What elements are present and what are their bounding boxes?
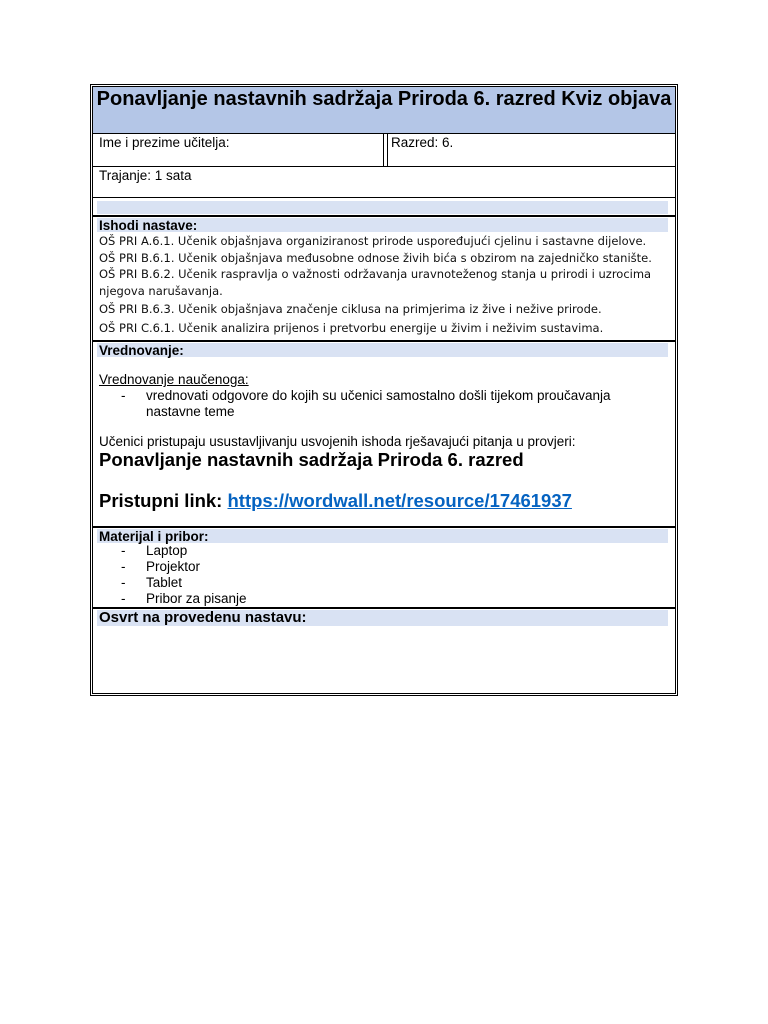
material-item: Pribor za pisanje xyxy=(146,591,247,606)
teacher-name-label: Ime i prezime učitelja: xyxy=(99,135,230,150)
divider xyxy=(93,215,675,217)
outcome-item: OŠ PRI C.6.1. Učenik analizira prijenos i pretvorbu energije u živim i neživim sustavima. xyxy=(99,321,604,335)
evaluation-intro: Učenici pristupaju usustavljivanju usvojenih ishoda rješavajući pitanja u provjeri: xyxy=(99,434,576,449)
lesson-title: Ponavljanje nastavnih sadržaja Priroda 6. razred Kviz objava xyxy=(93,87,675,134)
bullet-dash: - xyxy=(121,388,126,403)
column-divider xyxy=(383,133,388,166)
divider xyxy=(93,526,675,528)
outcome-item: OŠ PRI B.6.3. Učenik objašnjava značenje ciklusa na primjerima iz žive i nežive prirode. xyxy=(99,302,602,316)
divider xyxy=(93,340,675,342)
bullet-dash: - xyxy=(121,591,126,606)
lesson-plan-table xyxy=(92,86,676,694)
access-link-label: Pristupni link: xyxy=(99,490,223,511)
divider xyxy=(93,166,675,167)
bullet-dash: - xyxy=(121,559,126,574)
evaluation-bullet: vrednovati odgovore do kojih su učenici samostalno došli tijekom proučavanja nastavne teme xyxy=(146,388,611,419)
divider xyxy=(93,197,675,198)
outcome-item: OŠ PRI B.6.2. Učenik raspravlja o važnosti održavanja uravnoteženog stanja u prirodi i uzrocima njegova narušavanja. xyxy=(99,267,652,298)
bullet-dash: - xyxy=(121,543,126,558)
outcomes-heading: Ishodi nastave: xyxy=(97,218,668,232)
evaluation-heading: Vrednovanje: xyxy=(97,343,668,357)
reflection-heading: Osvrt na provedenu nastavu: xyxy=(97,610,668,626)
outcome-item: OŠ PRI B.6.1. Učenik objašnjava međusobne odnose živih bića s obzirom na zajedničko stanište. xyxy=(99,251,652,265)
grade-label: Razred: 6. xyxy=(391,135,454,150)
bullet-dash: - xyxy=(121,575,126,590)
wordwall-link[interactable]: https://wordwall.net/resource/17461937 xyxy=(227,490,572,511)
quiz-title: Ponavljanje nastavnih sadržaja Priroda 6. razred xyxy=(99,449,524,470)
duration-label: Trajanje: 1 sata xyxy=(99,168,192,183)
empty-shaded-row xyxy=(97,201,668,214)
access-link-row xyxy=(99,490,572,512)
materials-heading: Materijal i pribor: xyxy=(97,529,668,543)
evaluation-subheading: Vrednovanje naučenoga: xyxy=(99,372,249,387)
material-item: Projektor xyxy=(146,559,201,574)
material-item: Tablet xyxy=(146,575,183,590)
material-item: Laptop xyxy=(146,543,188,558)
outcome-item: OŠ PRI A.6.1. Učenik objašnjava organiziranost prirode uspoređujući cjelinu i sastavne dijelove. xyxy=(99,234,647,248)
